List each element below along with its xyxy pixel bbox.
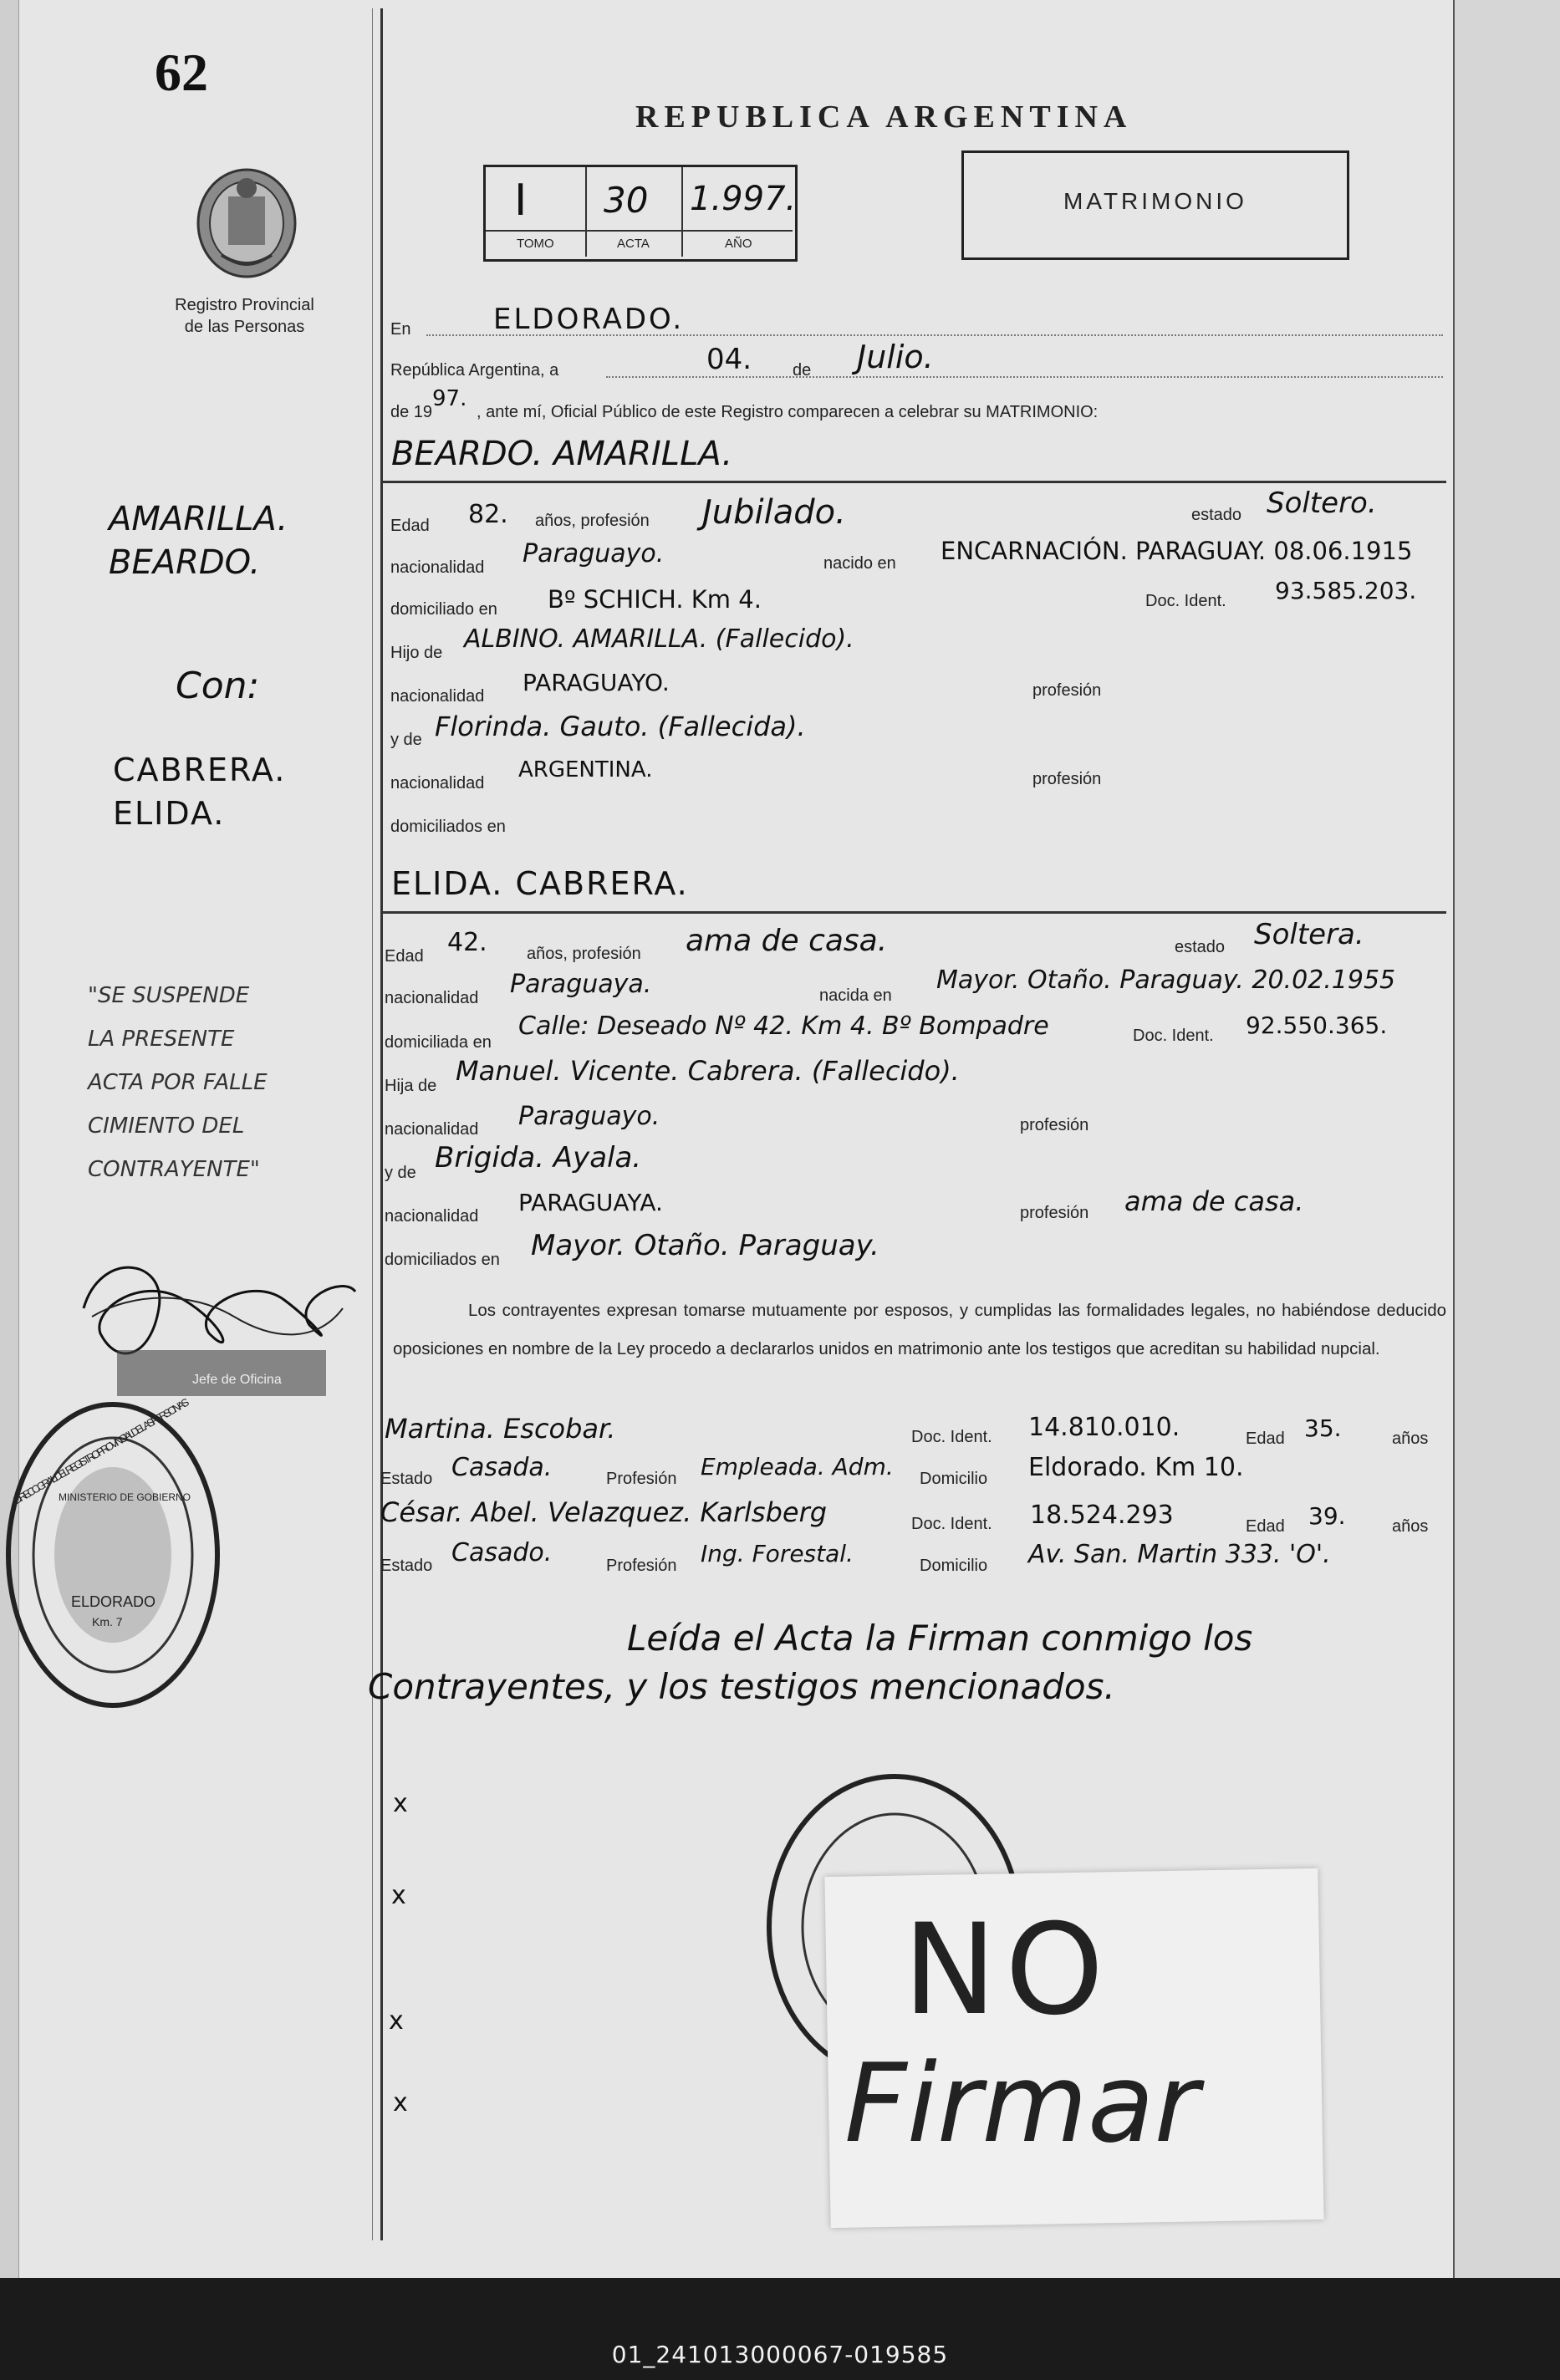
groom-domiciliados-label: domiciliados en	[390, 818, 506, 836]
groom-padre: ALBINO. AMARILLA. (Fallecido).	[464, 624, 854, 654]
bride-estado: Soltera.	[1254, 918, 1364, 951]
witness-2-anos-label: años	[1392, 1517, 1429, 1536]
page-right-edge	[1453, 0, 1560, 2278]
tomo-label: TOMO	[517, 237, 554, 251]
bride-madre-prof-label: profesión	[1020, 1204, 1089, 1222]
margin-note-con: Con:	[176, 665, 260, 707]
witness-2-edad: 39.	[1308, 1502, 1346, 1530]
groom-nacionalidad: Paraguayo.	[523, 539, 665, 568]
bride-padre-prof-label: profesión	[1020, 1116, 1089, 1134]
groom-doc: 93.585.203.	[1275, 577, 1417, 604]
bride-full-name: ELIDA. CABRERA.	[391, 865, 689, 902]
groom-edad: 82.	[468, 500, 508, 529]
witness-1-domicilio: Eldorado. Km 10.	[1028, 1453, 1244, 1482]
closing-line-1: Leída el Acta la Firman conmigo los	[627, 1618, 1253, 1659]
bride-doc-label: Doc. Ident.	[1133, 1027, 1214, 1045]
witness-2-edad-label: Edad	[1246, 1517, 1285, 1536]
bride-padre-nac-label: nacionalidad	[385, 1120, 479, 1139]
book-binding-edge	[0, 0, 19, 2278]
bride-padre-nac: Paraguayo.	[518, 1102, 660, 1131]
groom-nac-label: nacionalidad	[390, 558, 485, 577]
country-title: REPUBLICA ARGENTINA	[635, 99, 1133, 135]
bride-nacida-label: nacida en	[819, 986, 892, 1005]
closing-line-2: Contrayentes, y los testigos mencionados.	[368, 1666, 1115, 1707]
acta-label: ACTA	[617, 237, 650, 251]
witness-2-estado-label: Estado	[380, 1557, 433, 1575]
bride-edad: 42.	[447, 928, 487, 957]
groom-anos-prof-label: años, profesión	[535, 512, 650, 530]
groom-yde-label: y de	[390, 731, 422, 749]
groom-madre-nac: ARGENTINA.	[518, 757, 653, 782]
groom-nacido-label: nacido en	[823, 554, 896, 573]
sticky-note-line1: NO	[903, 1898, 1113, 2043]
de-label: de	[793, 361, 812, 380]
witness-1-edad: 35.	[1304, 1414, 1342, 1442]
groom-dom-label: domiciliado en	[390, 600, 497, 619]
margin-divider-thin	[372, 8, 373, 2240]
act-type: MATRIMONIO	[1063, 188, 1247, 214]
seal-ring-text: DIRECC. GRAL. DEL REGISTRO PROVINCIAL DE LAS PERSONAS	[11, 1395, 191, 1507]
bride-yde-label: y de	[385, 1164, 416, 1182]
registry-seal	[4, 1388, 247, 1722]
margin-note-suspension: "SE SUSPENDE LA PRESENTE ACTA POR FALLE CIMIENTO DEL CONTRAYENTE"	[88, 983, 268, 1182]
witness-1-name: Martina. Escobar.	[385, 1413, 616, 1445]
scan-id: 01_241013000067-019585	[611, 2341, 949, 2368]
groom-padre-prof-label: profesión	[1032, 681, 1102, 700]
ano-value: 1.997.	[690, 180, 797, 218]
ref-divider	[486, 230, 793, 232]
seal-city: ELDORADO	[71, 1593, 156, 1610]
year-suffix: 97.	[432, 386, 467, 411]
margin-note-groom: AMARILLA. BEARDO.	[109, 500, 288, 582]
coat-of-arms-icon	[188, 163, 305, 280]
bride-padre: Manuel. Vicente. Cabrera. (Fallecido).	[456, 1055, 960, 1087]
ref-divider	[681, 167, 683, 257]
bride-madre-nac: PARAGUAYA.	[518, 1189, 663, 1216]
witness-2-dom-label: Domicilio	[920, 1557, 988, 1575]
city-value: ELDORADO.	[493, 303, 685, 336]
bride-doc: 92.550.365.	[1246, 1012, 1388, 1039]
witness-1-estado-label: Estado	[380, 1470, 433, 1488]
groom-estado-label: estado	[1191, 506, 1242, 524]
section-rule	[380, 481, 1446, 483]
section-rule	[380, 911, 1446, 914]
witness-2-doc-label: Doc. Ident.	[911, 1515, 992, 1533]
ano-label: AÑO	[725, 237, 752, 251]
registry-name: Registro Provincial de las Personas	[175, 296, 314, 336]
witness-2-estado: Casado.	[451, 1538, 553, 1567]
bride-madre-nac-label: nacionalidad	[385, 1207, 479, 1226]
witness-1-anos-label: años	[1392, 1430, 1429, 1448]
witness-1-doc: 14.810.010.	[1028, 1413, 1180, 1442]
groom-full-name: BEARDO. AMARILLA.	[391, 435, 733, 473]
year-prefix: de 19	[390, 403, 433, 421]
ref-divider	[585, 167, 587, 257]
witness-1-dom-label: Domicilio	[920, 1470, 988, 1488]
declaration-text: Los contrayentes expresan tomarse mutuamente por esposos, y cumplidas las formalidades legales, no habiéndose deducido oposiciones en nombre de la Ley procedo a declararlos unidos en matrimonio ante los testigos que acreditan su habilidad nupcial.	[393, 1301, 1446, 1358]
witness-1-doc-label: Doc. Ident.	[911, 1428, 992, 1446]
groom-profesion: Jubilado.	[702, 493, 846, 532]
groom-madre: Florinda. Gauto. (Fallecida).	[435, 711, 806, 742]
bride-edad-label: Edad	[385, 947, 424, 966]
margin-note-bride: CABRERA. ELIDA.	[113, 752, 287, 832]
page-number: 62	[155, 43, 208, 102]
signature-mark: x	[393, 1789, 408, 1818]
groom-madre-nac-label: nacionalidad	[390, 774, 485, 792]
groom-padre-nac: PARAGUAYO.	[523, 669, 670, 696]
witness-1-estado: Casada.	[451, 1453, 553, 1482]
witness-1-profesion: Empleada. Adm.	[701, 1453, 894, 1480]
signature-mark: x	[393, 2088, 408, 2118]
groom-edad-label: Edad	[390, 517, 430, 535]
witness-2-profesion: Ing. Forestal.	[701, 1540, 854, 1567]
groom-estado: Soltero.	[1267, 487, 1377, 520]
signature-scribble	[67, 1241, 368, 1409]
witness-2-doc: 18.524.293	[1030, 1501, 1174, 1530]
field-line	[606, 376, 1443, 378]
groom-hijo-label: Hijo de	[390, 644, 443, 662]
sticky-note-line2: Firmar	[844, 2040, 1200, 2167]
bride-nacida: Mayor. Otaño. Paraguay. 20.02.1955	[936, 966, 1396, 995]
intro-text: , ante mí, Oficial Público de este Registro comparecen a celebrar su MATRIMONIO:	[477, 403, 1099, 421]
groom-padre-nac-label: nacionalidad	[390, 687, 485, 706]
witness-1-prof-label: Profesión	[606, 1470, 677, 1488]
bride-anos-prof-label: años, profesión	[527, 945, 641, 963]
margin-divider	[380, 8, 383, 2240]
bride-dom-label: domiciliada en	[385, 1033, 492, 1052]
day-value: 04.	[706, 343, 752, 376]
bride-profesion: ama de casa.	[686, 924, 888, 958]
bride-domiciliados: Mayor. Otaño. Paraguay.	[531, 1229, 879, 1262]
bride-nac-label: nacionalidad	[385, 989, 479, 1007]
bride-domicilio: Calle: Deseado Nº 42. Km 4. Bº Bompadre	[518, 1012, 1049, 1041]
bride-estado-label: estado	[1175, 938, 1226, 956]
acta-value: 30	[604, 180, 649, 221]
bride-nacionalidad: Paraguaya.	[510, 970, 652, 999]
witness-2-name: César. Abel. Velazquez. Karlsberg	[380, 1496, 828, 1528]
month-value: Julio.	[857, 339, 934, 375]
en-label: En	[390, 320, 411, 339]
bride-madre: Brigida. Ayala.	[435, 1141, 642, 1175]
witness-1-edad-label: Edad	[1246, 1430, 1285, 1448]
tomo-value: I	[514, 176, 528, 226]
witness-2-prof-label: Profesión	[606, 1557, 677, 1575]
official-stamp-line: Jefe de Oficina	[192, 1373, 282, 1387]
bride-madre-prof: ama de casa.	[1124, 1185, 1304, 1217]
bride-domiciliados-label: domiciliados en	[385, 1251, 500, 1269]
signature-mark: x	[389, 2006, 404, 2036]
signature-mark: x	[391, 1881, 406, 1910]
groom-nacido: ENCARNACIÓN. PARAGUAY. 08.06.1915	[941, 537, 1413, 565]
groom-domicilio: Bº SCHICH. Km 4.	[548, 585, 762, 614]
bride-hija-label: Hija de	[385, 1077, 437, 1095]
seal-inner-text: MINISTERIO DE GOBIERNO	[59, 1491, 191, 1503]
republica-label: República Argentina, a	[390, 361, 559, 380]
seal-km: Km. 7	[92, 1615, 123, 1628]
groom-doc-label: Doc. Ident.	[1145, 592, 1226, 610]
groom-madre-prof-label: profesión	[1032, 770, 1102, 788]
witness-2-domicilio: Av. San. Martin 333. 'O'.	[1028, 1540, 1331, 1569]
